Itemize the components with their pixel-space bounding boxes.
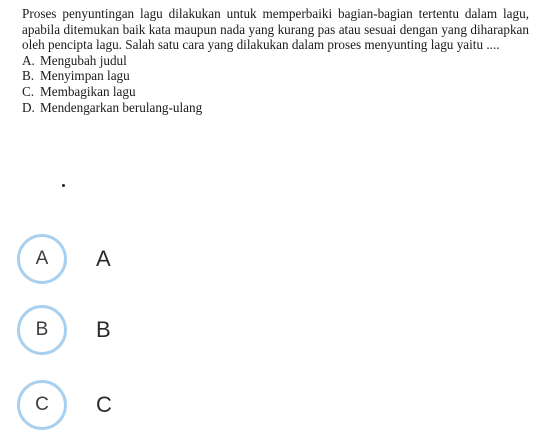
option-letter: A. bbox=[22, 52, 35, 68]
option-text: Mengubah judul bbox=[40, 52, 127, 68]
answer-text-b[interactable]: B bbox=[96, 317, 111, 342]
option-d bbox=[22, 100, 529, 116]
answer-choice-c[interactable] bbox=[17, 380, 112, 430]
answer-circle-c[interactable]: C bbox=[17, 380, 67, 430]
answer-choice-a[interactable] bbox=[17, 234, 111, 284]
question-text: Proses penyuntingan lagu dilakukan untuk memperbaiki bagian-bagian tertentu dalam lagu, apabila ditemukan baik kata maupun nada yang kurang pas atau sesuai dengan yang diharapkan oleh pencipta lagu. Salah satu cara yang dilakukan dalam proses menyunting lagu yaitu .... bbox=[22, 6, 529, 53]
option-letter: B. bbox=[22, 68, 35, 84]
answer-circle-b[interactable]: B bbox=[17, 305, 67, 355]
option-letter: D. bbox=[22, 99, 35, 115]
answer-text-c[interactable]: C bbox=[96, 392, 112, 417]
question-block bbox=[22, 6, 529, 115]
option-text: Membagikan lagu bbox=[40, 83, 136, 99]
option-letter: C. bbox=[22, 83, 35, 99]
option-text: Mendengarkan berulang-ulang bbox=[40, 99, 203, 115]
option-b bbox=[22, 68, 529, 84]
decorative-dot bbox=[62, 184, 65, 187]
answer-text-a[interactable]: A bbox=[96, 246, 111, 271]
option-c bbox=[22, 84, 529, 100]
answer-choice-b[interactable] bbox=[17, 305, 111, 355]
answer-circle-a[interactable]: A bbox=[17, 234, 67, 284]
option-a bbox=[22, 53, 529, 69]
option-text: Menyimpan lagu bbox=[40, 68, 130, 84]
option-list bbox=[22, 53, 529, 115]
